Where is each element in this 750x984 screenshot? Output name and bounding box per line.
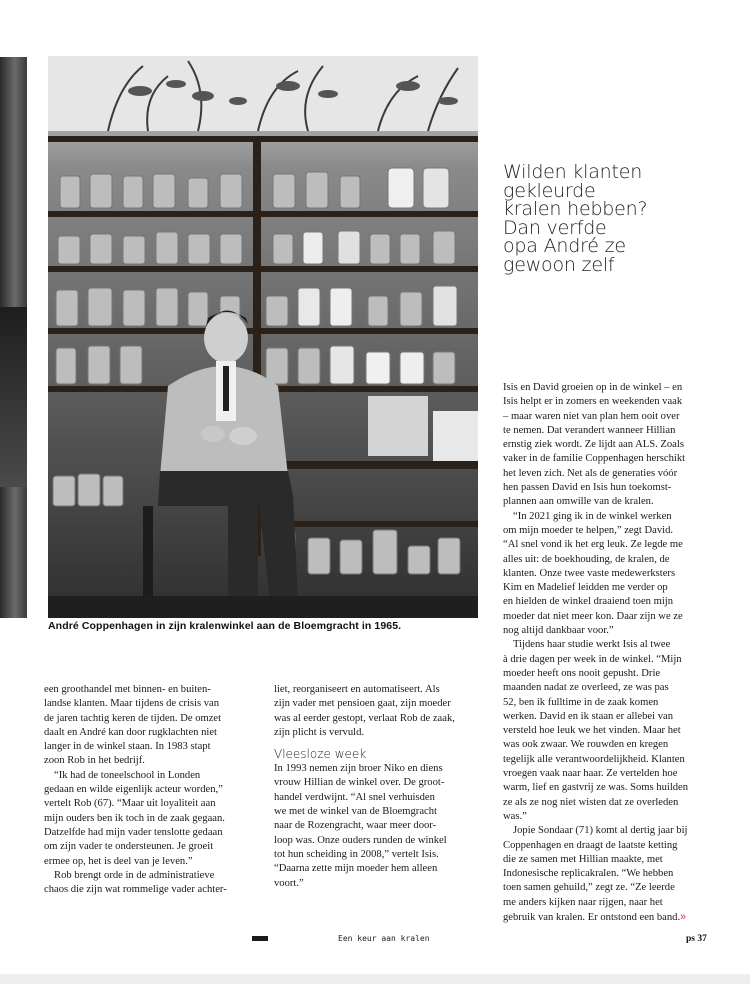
pull-quote-headline [503,163,703,274]
text-line: warm, lief en gastvrij ze was. Soms huilden [503,782,689,794]
text-line: landse klanten. Maar tijdens de crisis van [44,698,220,710]
text-line: was.” [503,810,527,822]
running-footer-title: Een keur aan kralen [338,934,430,943]
headline-line: kralen hebben? [503,198,648,220]
headline-line: gekleurde [503,179,596,202]
text-line: plannen aan omwille van de kralen. [503,496,654,508]
text-line-content: gebruik van kralen. Er ontstond een band. [503,911,681,923]
paragraph [503,510,708,639]
text-line: Coppenhagen en draagt de laatste ketting [503,839,678,851]
text-line: “Ik had de toneelschool in Londen [54,769,201,781]
paragraph [503,824,708,925]
paragraph [503,638,708,824]
text-line: naar de Rozengracht, waar meer door- [274,820,437,832]
paragraph [44,869,244,898]
text-line: het leven zich. Net als de generaties vóór [503,467,678,479]
text-line: me anders kijken naar rijgen, naar het [503,896,663,908]
text-line: versteld hoe leuk we het vinden. Maar het [503,725,681,737]
text-line [503,910,708,925]
text-line: was ook zwaar. We rouwden en kregen [503,739,669,751]
text-line: zijn vader met pensioen gaat, zijn moeder [274,698,451,710]
text-line: Isis helpt er in zomers en weekenden vaak [503,396,683,408]
text-line: hen passen David en Isis hun toekomst- [503,482,672,494]
text-column-3 [503,381,708,925]
text-line: Rob brengt orde in de administratieve [54,869,215,881]
text-line: Jopie Sondaar (71) komt al dertig jaar bij [513,825,688,837]
text-line: moeder heeft ons nooit gepusht. Drie [503,667,661,679]
shop-photo [48,56,478,618]
page-bottom-edge [0,974,750,984]
text-line: die ze samen met Hillian maakte, met [503,853,663,865]
text-line: 52, ben ik fulltime in de zaak komen [503,696,659,708]
text-line: vertelt Rob (67). “Maar uit loyaliteit aan [44,798,216,810]
photo-caption: André Coppenhagen in zijn kralenwinkel aan de Bloemgracht in 1965. [48,620,402,632]
text-line: ernstig ziek wordt. Ze lijdt aan ALS. Zoals [503,439,684,451]
text-line: mijn ouders ben ik toch in de zaak gegaan. [44,812,225,824]
headline-line: Wilden klanten [503,161,643,183]
text-line: was al eerder gestopt, verlaat Rob de zaak, [274,712,455,724]
text-line: werken. David en ik staan er allebei van [503,710,674,722]
text-column-1 [44,683,244,897]
text-line: vrouw Hillian de winkel over. De groot- [274,777,445,789]
text-line: “Daarna zette mijn moeder hem alleen [274,863,438,875]
text-line: een groothandel met binnen- en buiten- [44,684,211,695]
paragraph [274,683,479,740]
text-line: alles uit: de boekhouding, de kralen, de [503,553,670,565]
text-line: de jaren tachtig keren de tijden. De omzet [44,712,222,724]
text-line: Datzelfde had mijn vader tenslotte gedaan [44,826,223,838]
page-number: ps 37 [686,934,707,944]
text-line: ze als ze nog niet wisten dat ze overleden [503,796,679,808]
text-line: vroegen vaak naar haar. Ze vertelden hoe [503,768,678,780]
footer-section-marker [252,936,268,941]
headline-line: Dan verfde [503,216,607,239]
text-line: om zijn vader te ondersteunen. Je groeit [44,841,214,853]
text-line: maanden nadat ze overleed, ze was pas [503,682,669,694]
text-line: Tijdens haar studie werkt Isis al twee [513,639,671,651]
text-line: daalt en André kan door rugklachten niet [44,726,217,738]
continue-arrow-icon: » [680,910,687,923]
text-line: en hielden de winkel draaiend toen mijn [503,596,674,608]
text-line: tot hun scheiding in 2008,” vertelt Isis. [274,848,439,860]
paragraph [44,769,244,869]
text-line: klanten. Onze twee vaste medewerksters [503,567,676,579]
text-line: liet, reorganiseert en automatiseert. Als [274,684,440,695]
paragraph [44,683,244,769]
headline-line: gewoon zelf [503,253,615,276]
text-line: gedaan en wilde eigenlijk acteur worden,” [44,784,223,796]
section-subheading: Vleesloze week [274,747,367,762]
text-line: moeder dat niet meer kon. Daar zijn we ze [503,610,683,622]
text-line: – maar waren niet van plan hem ooit over [503,410,680,422]
text-line: chaos die zijn wat rommelige vader achter- [44,884,227,896]
text-line: ermee op, het is deel van je leven.” [44,855,193,867]
text-line: loop was. Onze ouders runden de winkel [274,834,447,846]
text-line: nog altijd dankbaar voor.” [503,625,614,637]
text-line: tegelijk alle verantwoordelijkheid. Klanten [503,753,685,765]
text-line: om mijn moeder te helpen,” zegt David. [503,524,674,536]
text-line: zoon Rob in het bedrijf. [44,755,145,767]
text-line: “In 2021 ging ik in de winkel werken [513,510,672,522]
text-line: we met de winkel van de Bloemgracht [274,806,437,818]
text-column-2 [274,683,479,891]
text-line: “Al snel vond ik het erg leuk. Ze legde me [503,539,683,551]
text-line: voort.” [274,877,304,889]
text-line: Indonesische replicakralen. “We hebben [503,868,674,880]
paragraph [274,762,479,891]
text-line: toen samen gehuild,” zegt ze. “Ze leerde [503,882,675,894]
text-line: langer in de winkel staan. In 1983 stapt [44,741,211,753]
text-line: à drie dagen per week in de winkel. “Mijn [503,653,682,665]
adjacent-page-photo [0,57,27,618]
text-line: Kim en Madelief leidden me verder op [503,582,668,594]
text-line: zijn plicht is vervuld. [274,726,365,738]
text-line: Isis en David groeien op in de winkel – en [503,382,683,393]
headline-line: opa André ze [503,235,626,257]
text-line: handel verdwijnt. “Al snel verhuisden [274,791,435,803]
text-line: vaker in de familie Coppenhagen herschikt [503,453,686,465]
text-line: In 1993 nemen zijn broer Niko en diens [274,763,443,775]
text-line: te nemen. Dat verandert wanneer Hillian [503,424,676,436]
paragraph [503,381,708,510]
